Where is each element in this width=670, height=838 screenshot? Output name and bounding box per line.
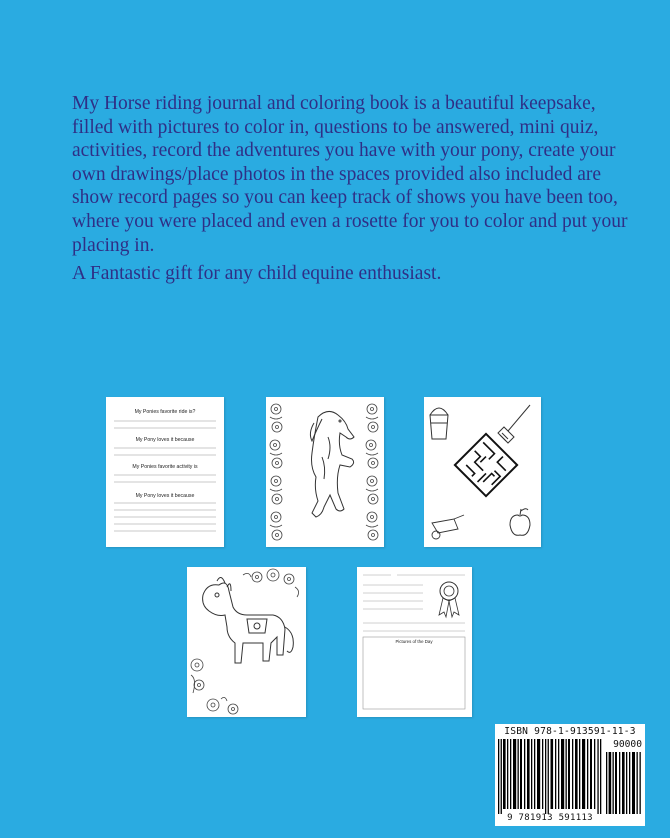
- ean13-bars: [498, 739, 602, 814]
- photos-label: Pictures of the Day: [395, 639, 433, 644]
- question-2: My Pony loves it because: [135, 437, 195, 443]
- show-record-art: [357, 567, 472, 717]
- sample-page-horse-coloring: [266, 397, 384, 547]
- price-code: 90000: [613, 739, 642, 750]
- addon-bars: [606, 752, 642, 814]
- pony-drawing: [203, 577, 294, 663]
- rosette-icon: [439, 582, 459, 617]
- flower-border-right: [366, 404, 378, 540]
- sample-page-maze: [424, 397, 541, 547]
- sample-page-questions: [106, 397, 224, 547]
- sample-page-pony-coloring: [187, 567, 306, 717]
- question-4: My Pony loves it because: [135, 493, 195, 499]
- bucket-drawing: [430, 408, 448, 439]
- horse-flowers-art: [266, 397, 384, 547]
- flower-corner-top: [243, 569, 299, 597]
- pony-page-art: [187, 567, 306, 717]
- wheelbarrow-drawing: [432, 515, 464, 539]
- flower-corner-bottom: [191, 659, 238, 714]
- maze-page-art: [424, 397, 541, 547]
- broom-drawing: [498, 405, 530, 443]
- question-1: My Ponies favorite ride is?: [134, 409, 196, 415]
- description-tagline: A Fantastic gift for any child equine enthusiast.: [72, 263, 442, 285]
- ean-digits: 9 781913 591113: [507, 813, 593, 823]
- photo-frame: [363, 637, 465, 709]
- question-3: My Ponies favorite activity is: [132, 464, 198, 470]
- apple-drawing: [510, 509, 530, 536]
- isbn-number: ISBN 978-1-913591-11-3: [504, 726, 636, 737]
- sample-page-show-record: [357, 567, 472, 717]
- questions-page-art: [106, 397, 224, 547]
- isbn-barcode: [495, 724, 645, 826]
- book-description: [72, 92, 632, 286]
- description-paragraph: My Horse riding journal and coloring book is a beautiful keepsake, filled with pictures to color in, questions to be answered, mini quiz, activities, record the adventures you have with your pony, create your own drawings/place photos in the spaces provided also included are show record pages so you can keep track of shows you have been too, where you were placed and even a rosette for you to color and put your placing in.: [72, 93, 628, 256]
- rearing-horse-drawing: [310, 411, 354, 517]
- flower-border-left: [270, 404, 282, 540]
